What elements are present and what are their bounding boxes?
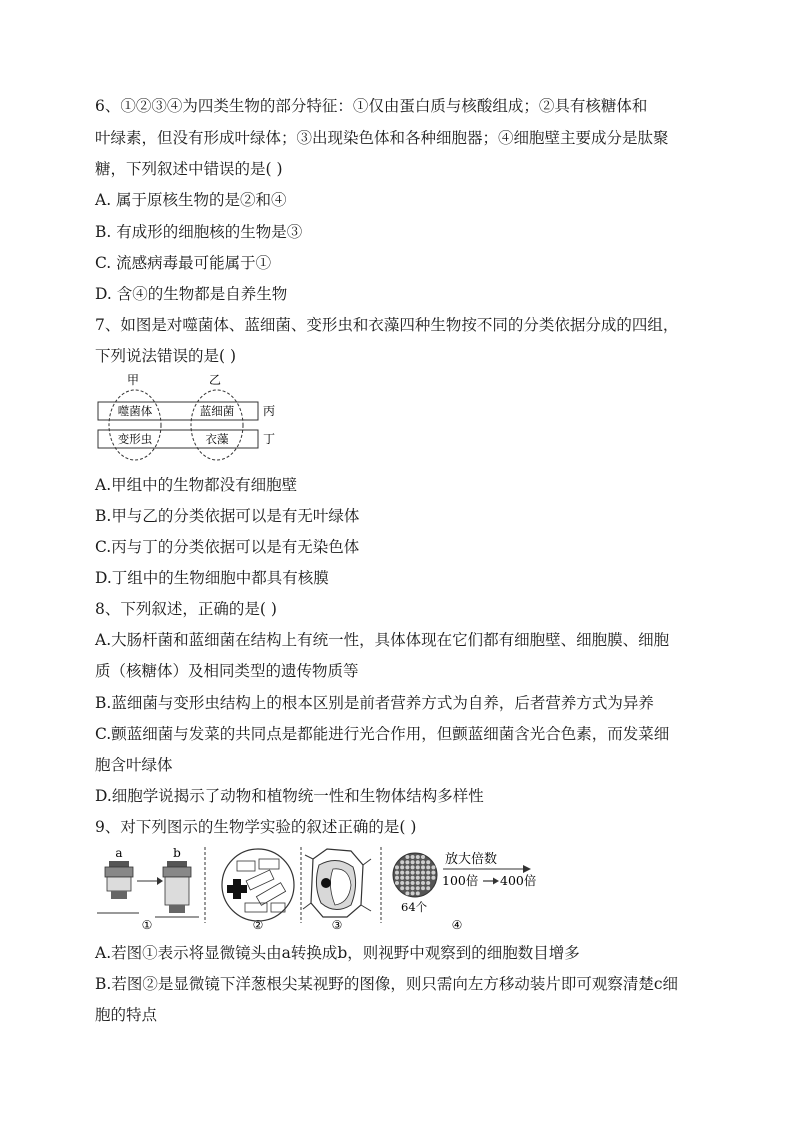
lens-a-cap bbox=[109, 861, 129, 867]
experiment-figure bbox=[95, 845, 555, 933]
q9-option-a: A.若图①表示将显微镜头由a转换成b，则视野中观察到的细胞数目增多 bbox=[95, 944, 580, 962]
cell-dot bbox=[405, 891, 409, 895]
cell-dot bbox=[426, 886, 430, 890]
cell-dot bbox=[416, 860, 420, 864]
q7-option-c: C.丙与丁的分类依据可以是有无染色体 bbox=[95, 538, 360, 556]
cell-dot bbox=[416, 891, 420, 895]
lens-a-tip bbox=[111, 891, 127, 899]
cell-dot bbox=[431, 865, 435, 869]
label-mag-from: 100倍 bbox=[442, 873, 479, 888]
adjacent-wall bbox=[361, 905, 371, 911]
lens-a-body bbox=[107, 877, 131, 891]
adjacent-wall bbox=[303, 903, 311, 909]
q9-stem: 9、对下列图示的生物学实验的叙述正确的是( ) bbox=[95, 818, 417, 836]
q6-stem-line1: 6、①②③④为四类生物的部分特征：①仅由蛋白质与核酸组成；②具有核糖体和 bbox=[95, 97, 648, 115]
label-num2: ② bbox=[252, 918, 264, 932]
cell-dot bbox=[416, 871, 420, 875]
cell-cyanobacteria: 蓝细菌 bbox=[199, 404, 235, 418]
label-num1: ① bbox=[141, 918, 153, 932]
cell-dot bbox=[421, 855, 425, 859]
cell-dot bbox=[405, 876, 409, 880]
cell-dot bbox=[431, 876, 435, 880]
q9-option-b-line1: B.若图②是显微镜下洋葱根尖某视野的图像，则只需向左方移动装片即可观察清楚c细 bbox=[95, 975, 679, 993]
label-b: b bbox=[173, 846, 181, 860]
magnify-arrow-head bbox=[523, 865, 531, 873]
cell-dot bbox=[411, 865, 415, 869]
q7-option-d: D.丁组中的生物细胞中都具有核膜 bbox=[95, 569, 329, 587]
cell-dot bbox=[416, 876, 420, 880]
q6-stem-line2: 叶绿素，但没有形成叶绿体；③出现染色体和各种细胞器；④细胞壁主要成分是肽聚 bbox=[95, 129, 669, 147]
cell-dot bbox=[405, 865, 409, 869]
label-num4: ④ bbox=[451, 918, 463, 932]
group-yi-ellipse bbox=[191, 390, 243, 460]
classification-diagram bbox=[95, 370, 295, 462]
q8-option-b: B.蓝细菌与变形虫结构上的根本区别是前者营养方式为自养，后者营养方式为异养 bbox=[95, 694, 654, 712]
q6-option-a: A. 属于原核生物的是②和④ bbox=[95, 191, 287, 209]
q6-option-d: D. 含④的生物都是自养生物 bbox=[95, 285, 288, 303]
cell-dot bbox=[416, 881, 420, 885]
cell-dot bbox=[400, 881, 404, 885]
cell-dot bbox=[400, 865, 404, 869]
label-count: 64个 bbox=[401, 900, 428, 914]
cell-dot bbox=[395, 876, 399, 880]
cell-dot bbox=[426, 865, 430, 869]
q7-option-a: A.甲组中的生物都没有细胞壁 bbox=[95, 476, 298, 494]
cell-dot bbox=[421, 865, 425, 869]
label-bing: 丙 bbox=[263, 404, 276, 418]
adjacent-wall bbox=[363, 859, 371, 865]
arrow-a-to-b-head bbox=[157, 877, 163, 885]
panel-objective-lenses bbox=[97, 846, 199, 932]
mag-arrow-head bbox=[493, 878, 499, 885]
q8-stem: 8、下列叙述，正确的是( ) bbox=[95, 600, 277, 618]
cell-dot bbox=[400, 871, 404, 875]
cell-dot bbox=[426, 881, 430, 885]
cell-dot bbox=[426, 860, 430, 864]
q7-stem-line2: 下列说法错误的是( ) bbox=[95, 347, 237, 365]
label-num3: ③ bbox=[331, 918, 343, 932]
group-jia-ellipse bbox=[109, 390, 161, 460]
label-magnify-title: 放大倍数 bbox=[445, 852, 498, 867]
cell-dot bbox=[395, 865, 399, 869]
cell-dot bbox=[426, 871, 430, 875]
cell-dot bbox=[400, 886, 404, 890]
panel-plant-cell bbox=[303, 849, 371, 932]
label-yi: 乙 bbox=[208, 373, 222, 387]
cell-dot bbox=[421, 860, 425, 864]
label-mag-to: 400倍 bbox=[500, 873, 537, 888]
panel-magnification bbox=[393, 851, 537, 932]
cell-dot bbox=[416, 865, 420, 869]
q8-option-d: D.细胞学说揭示了动物和植物统一性和生物体结构多样性 bbox=[95, 787, 484, 805]
q6-option-b: B. 有成形的细胞核的生物是③ bbox=[95, 223, 303, 241]
cell-dot bbox=[405, 886, 409, 890]
lens-b-tip bbox=[169, 905, 185, 913]
cell-dot bbox=[411, 876, 415, 880]
q9-option-b-line2: 胞的特点 bbox=[95, 1006, 158, 1024]
cell-dot bbox=[421, 881, 425, 885]
cell-dot bbox=[405, 855, 409, 859]
panel-root-tip-view bbox=[222, 849, 294, 932]
cell-dot bbox=[411, 871, 415, 875]
cell-dot bbox=[411, 855, 415, 859]
cell-dot bbox=[426, 876, 430, 880]
label-jia: 甲 bbox=[126, 373, 140, 387]
cell-dot bbox=[416, 855, 420, 859]
cell-dot bbox=[411, 891, 415, 895]
nucleus bbox=[321, 878, 331, 888]
q8-option-a-line1: A.大肠杆菌和蓝细菌在结构上有统一性，具体体现在它们都有细胞壁、细胞膜、细胞 bbox=[95, 631, 670, 649]
cell-dot bbox=[395, 881, 399, 885]
q8-option-c-line2: 胞含叶绿体 bbox=[95, 756, 173, 774]
cell-dot bbox=[431, 871, 435, 875]
cell-dot bbox=[416, 886, 420, 890]
lens-b-body bbox=[165, 877, 189, 905]
view-circle-64-cells bbox=[393, 853, 437, 897]
cell-dot bbox=[405, 871, 409, 875]
lens-a-thread bbox=[105, 867, 133, 877]
cell-dot bbox=[421, 886, 425, 890]
cell-dot bbox=[405, 860, 409, 864]
cell-dot bbox=[405, 881, 409, 885]
q6-option-c: C. 流感病毒最可能属于① bbox=[95, 254, 272, 272]
cell-dot bbox=[411, 881, 415, 885]
cell-dot bbox=[400, 860, 404, 864]
q7-stem-line1: 7、如图是对噬菌体、蓝细菌、变形虫和衣藻四种生物按不同的分类依据分成的四组， bbox=[95, 316, 679, 334]
cell-dot bbox=[421, 871, 425, 875]
cell-amoeba: 变形虫 bbox=[117, 432, 153, 446]
q7-option-b: B.甲与乙的分类依据可以是有无叶绿体 bbox=[95, 507, 360, 525]
cell-chlamydomonas: 衣藻 bbox=[205, 432, 229, 446]
adjacent-wall bbox=[305, 855, 313, 859]
cell-bacteriophage: 噬菌体 bbox=[117, 404, 153, 418]
lens-b-cap bbox=[167, 861, 187, 867]
lens-b-thread bbox=[163, 867, 191, 877]
cell-dot bbox=[421, 876, 425, 880]
label-a: a bbox=[115, 846, 123, 860]
q8-option-c-line1: C.颤蓝细菌与发菜的共同点是都能进行光合作用，但颤蓝细菌含光合色素，而发菜细 bbox=[95, 725, 670, 743]
q8-option-a-line2: 质（核糖体）及相同类型的遗传物质等 bbox=[95, 662, 359, 680]
q6-stem-line3: 糖，下列叙述中错误的是( ) bbox=[95, 160, 283, 178]
label-ding: 丁 bbox=[263, 432, 276, 446]
cell-dot bbox=[411, 886, 415, 890]
cell-dot bbox=[411, 860, 415, 864]
cell-dot bbox=[395, 871, 399, 875]
cell-dot bbox=[400, 876, 404, 880]
